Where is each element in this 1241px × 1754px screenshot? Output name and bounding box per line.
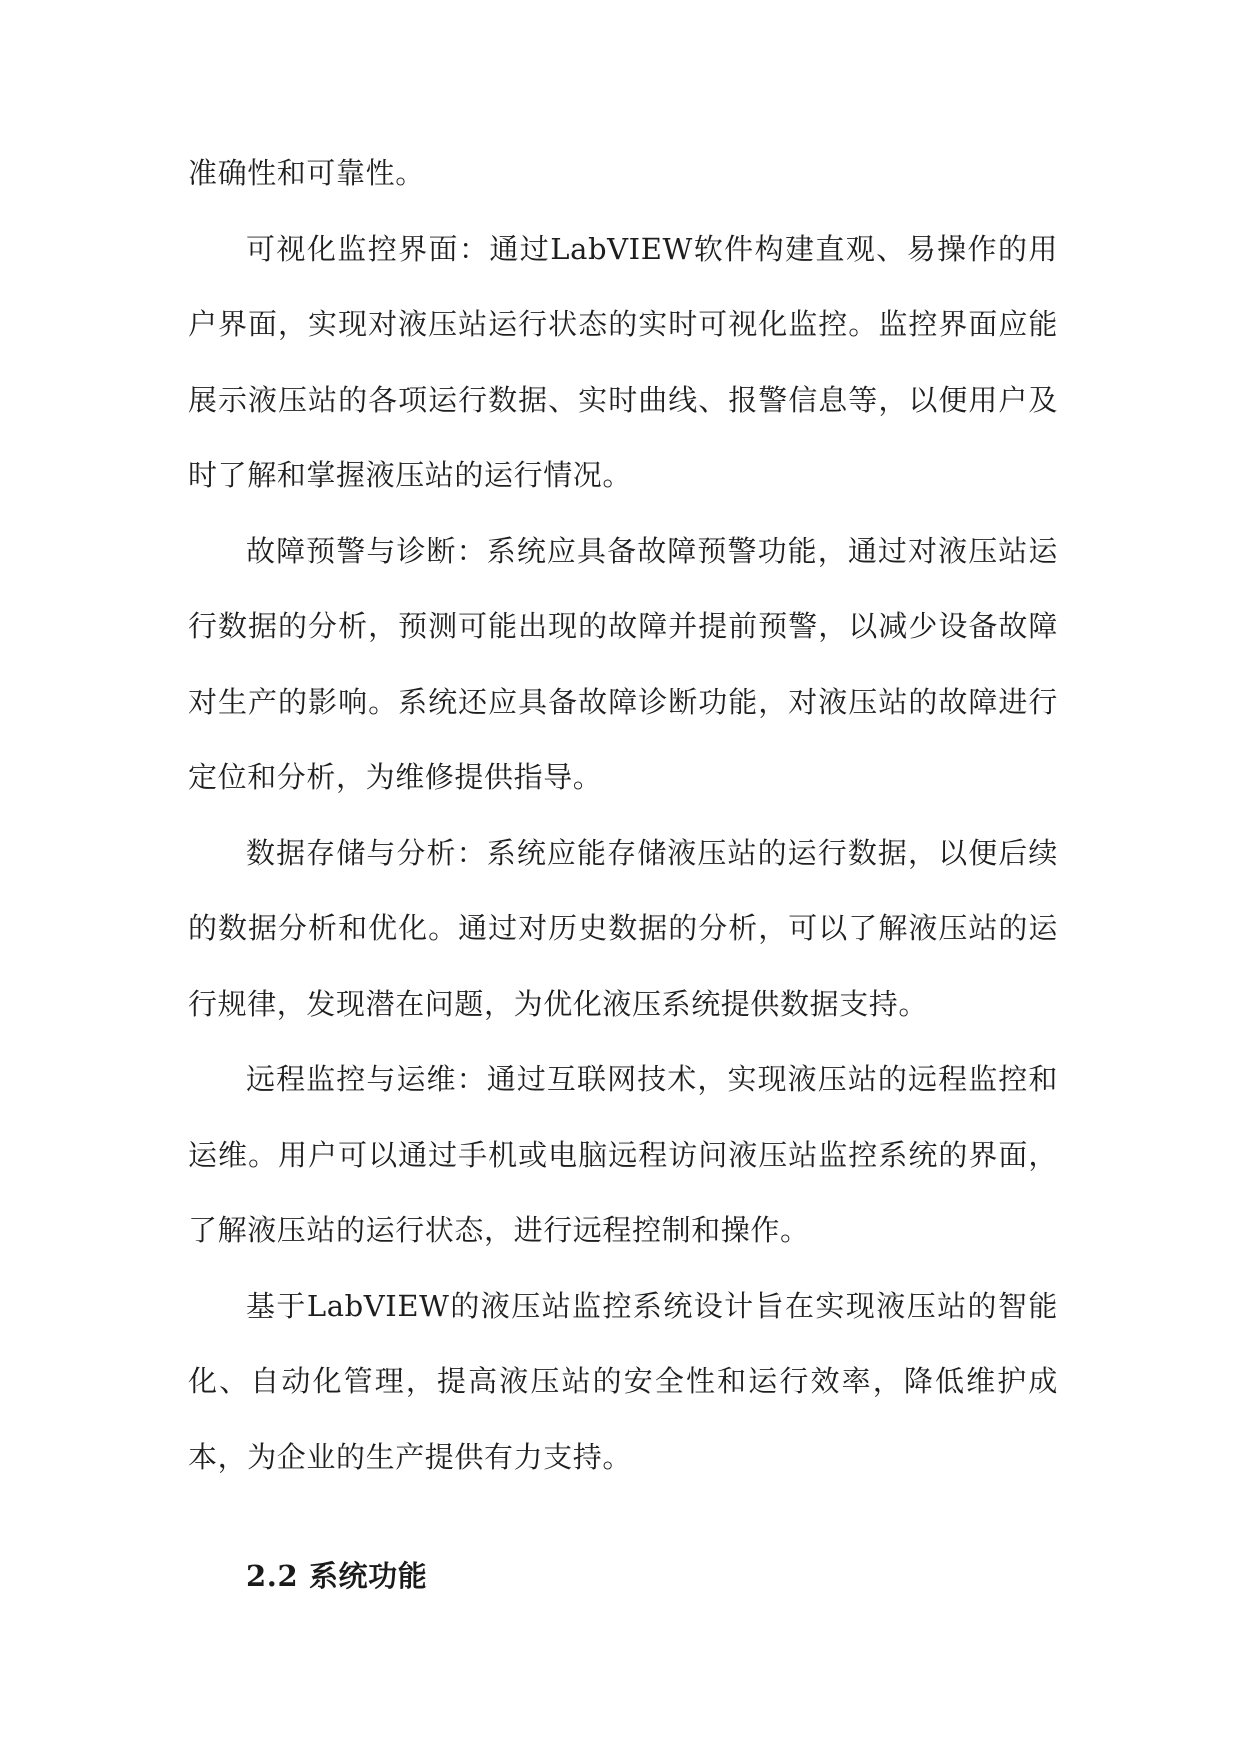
- document-body: [188, 136, 1058, 1606]
- section-heading: 2.2 系统功能: [246, 1559, 428, 1593]
- paragraph-remote-monitoring: 远程监控与运维：通过互联网技术，实现液压站的远程监控和运维。用户可以通过手机或电脑远程访问液压站监控系统的界面，了解液压站的运行状态，进行远程控制和操作。: [188, 1062, 1058, 1247]
- paragraph-fault-warning: 故障预警与诊断：系统应具备故障预警功能，通过对液压站运行数据的分析，预测可能出现的故障并提前预警，以减少设备故障对生产的影响。系统还应具备故障诊断功能，对液压站的故障进行定位和分析，为维修提供指导。: [188, 533, 1058, 794]
- paragraph-continuation: 准确性和可靠性。: [188, 156, 425, 190]
- paragraph-visual-monitoring: 可视化监控界面：通过LabVIEW软件构建直观、易操作的用户界面，实现对液压站运行状态的实时可视化监控。监控界面应能展示液压站的各项运行数据、实时曲线、报警信息等，以便用户及时了解和掌握液压站的运行情况。: [188, 231, 1058, 492]
- paragraph-data-storage: 数据存储与分析：系统应能存储液压站的运行数据，以便后续的数据分析和优化。通过对历史数据的分析，可以了解液压站的运行规律，发现潜在问题，为优化液压系统提供数据支持。: [188, 835, 1058, 1021]
- paragraph-summary: 基于LabVIEW的液压站监控系统设计旨在实现液压站的智能化、自动化管理，提高液压站的安全性和运行效率，降低维护成本，为企业的生产提供有力支持。: [188, 1288, 1058, 1474]
